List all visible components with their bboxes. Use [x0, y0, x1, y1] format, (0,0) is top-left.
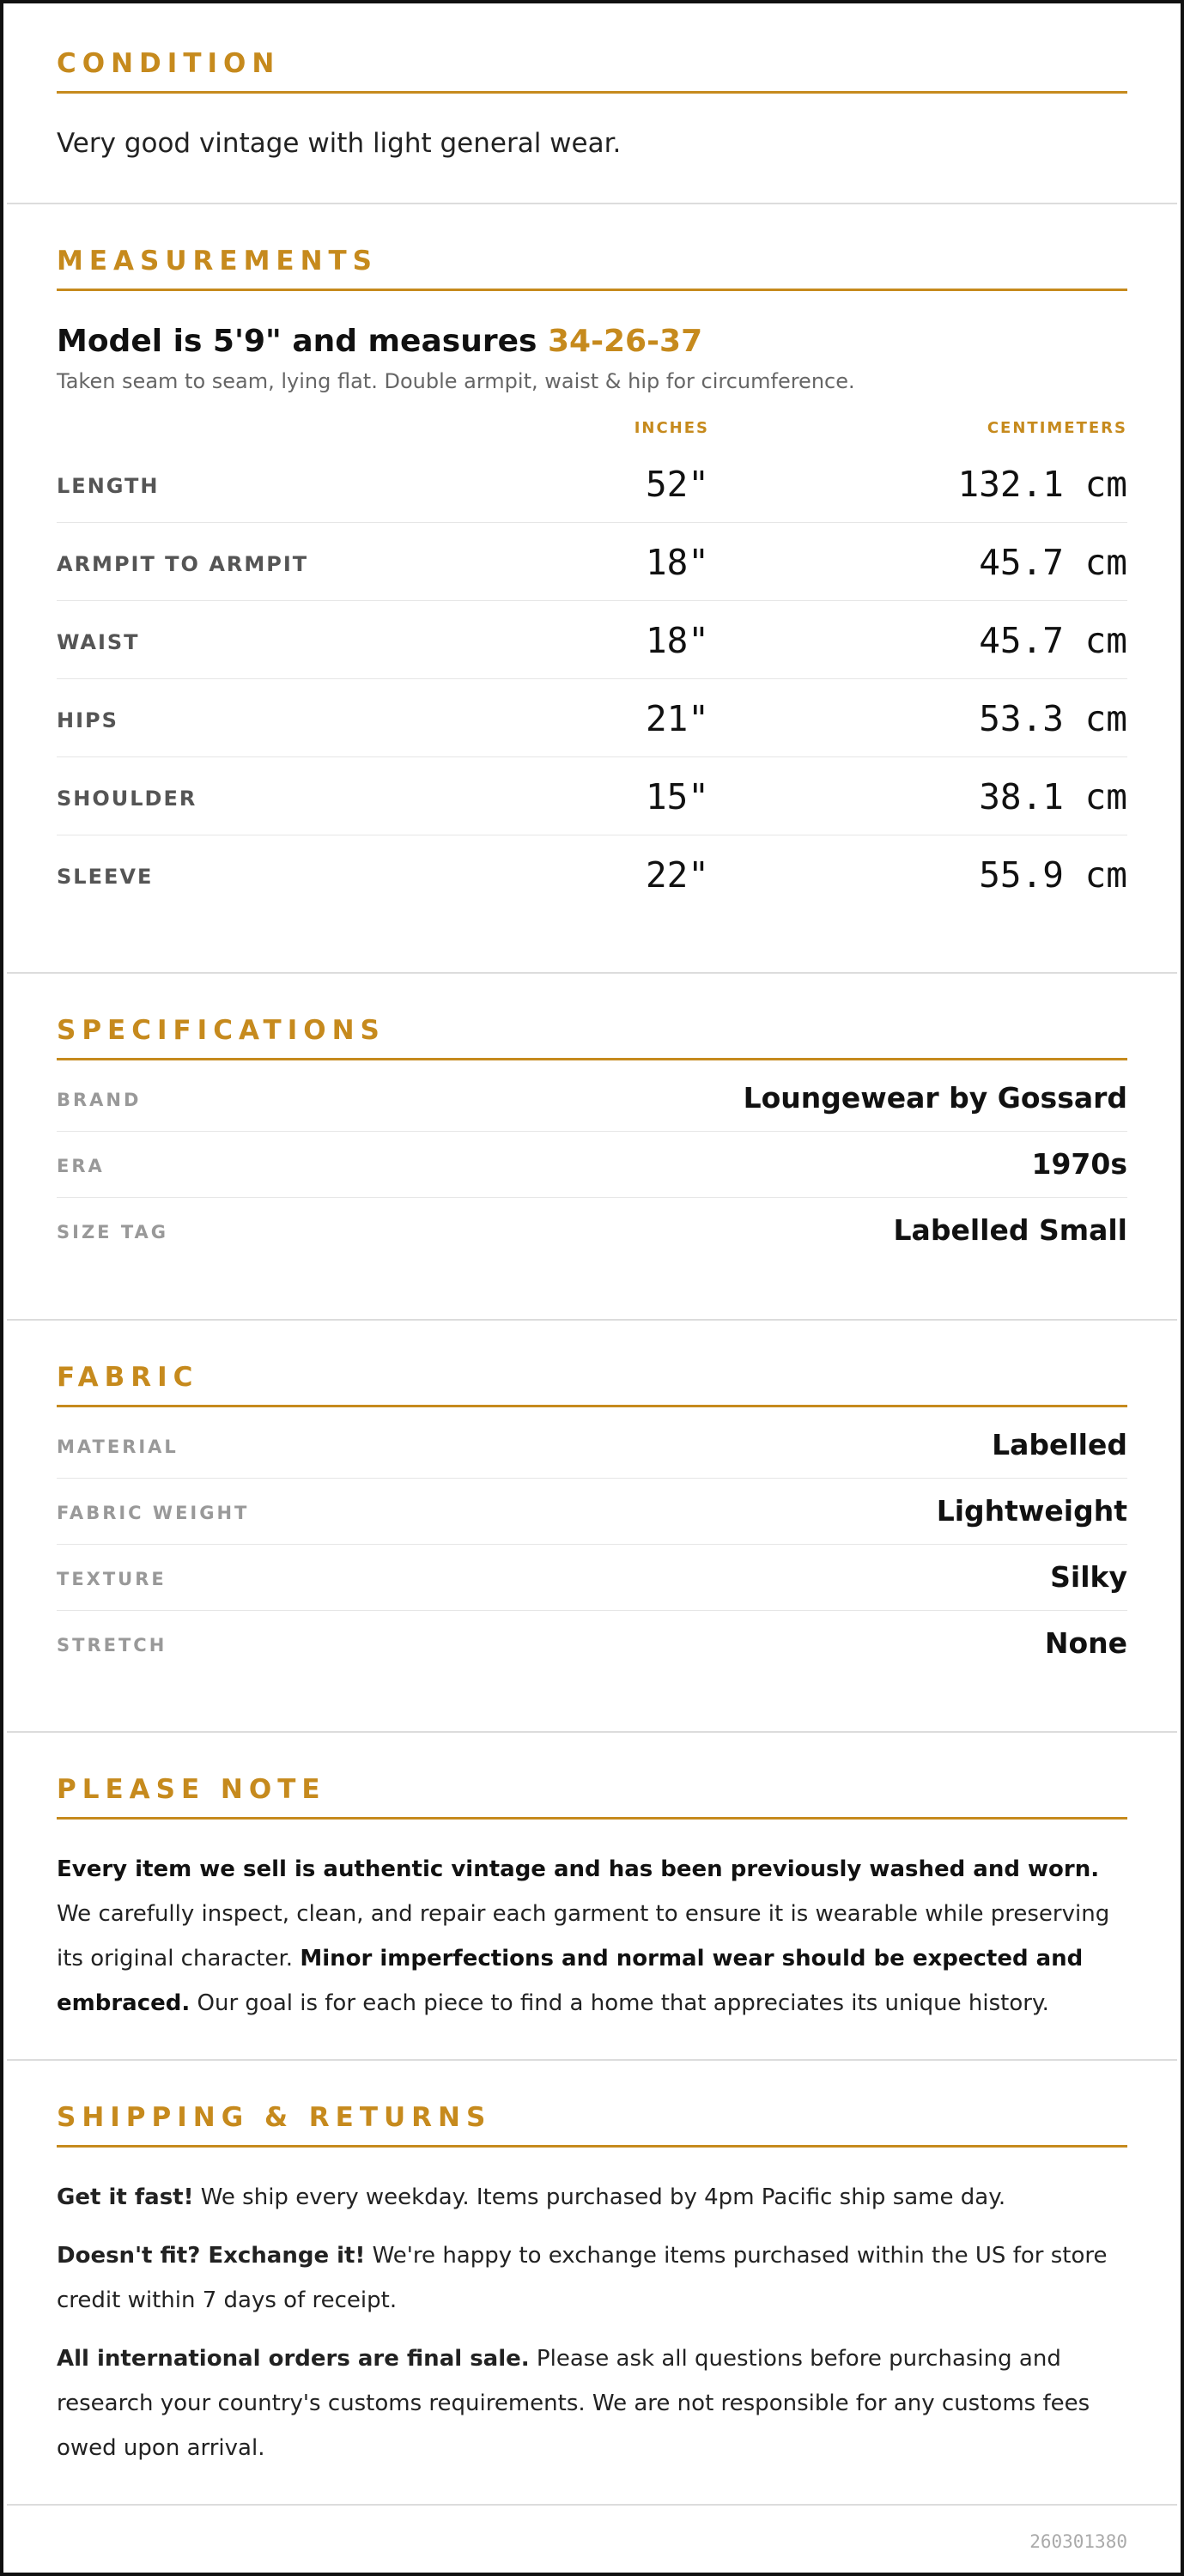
- measurement-row-length: [57, 445, 1127, 523]
- shipping-text-2: We're happy to exchange items purchased within the US for store credit within 7 days of receipt.: [57, 2243, 1108, 2313]
- measurement-row-shoulder: [57, 757, 1127, 835]
- please-note-section: [7, 1774, 1177, 2061]
- measurement-inches: 18": [645, 542, 709, 583]
- centimeters-column-header: CENTIMETERS: [987, 419, 1127, 437]
- fabric-list: [57, 1413, 1127, 1676]
- measurements-table: [57, 445, 1127, 913]
- fabric-value: Silky: [1050, 1560, 1127, 1594]
- fabric-key: TEXTURE: [57, 1569, 167, 1589]
- spec-key: BRAND: [57, 1090, 142, 1110]
- measurement-row-sleeve: [57, 835, 1127, 913]
- shipping-bold-1: Get it fast!: [57, 2184, 194, 2210]
- shipping-returns-section: [7, 2102, 1177, 2506]
- spec-row-brand: [57, 1066, 1127, 1132]
- measurement-inches: 15": [645, 776, 709, 817]
- specifications-heading: SPECIFICATIONS: [57, 1015, 1127, 1060]
- fabric-value: Labelled: [992, 1428, 1127, 1461]
- fabric-key: STRETCH: [57, 1635, 167, 1656]
- shipping-text-1: We ship every weekday. Items purchased by 4pm Pacific ship same day.: [193, 2184, 1006, 2210]
- shipping-heading: SHIPPING & RETURNS: [57, 2102, 1127, 2148]
- measurement-centimeters: 55.9 cm: [979, 854, 1127, 896]
- shipping-text-3: Please ask all questions before purchasing and research your country's customs requirements. We are not responsible for any customs fees owed upon arrival.: [57, 2346, 1090, 2461]
- measurement-row-waist: [57, 601, 1127, 679]
- shipping-paragraph-fast: [57, 2175, 1127, 2220]
- fabric-row-weight: [57, 1479, 1127, 1545]
- measurement-inches: 52": [645, 464, 709, 505]
- measurements-section: [7, 246, 1177, 974]
- measurement-row-hips: [57, 679, 1127, 757]
- measurement-row-armpit: [57, 523, 1127, 601]
- measurement-inches: 22": [645, 854, 709, 896]
- measurement-label: SLEEVE: [57, 865, 154, 889]
- model-measurements: [57, 324, 1127, 359]
- please-note-paragraph: [57, 1847, 1127, 2026]
- measurement-label: SHOULDER: [57, 787, 197, 811]
- note-text-1: We carefully inspect, clean, and repair each garment to ensure it is wearable while preserving its original character.: [57, 1901, 1110, 1971]
- specifications-list: [57, 1066, 1127, 1263]
- shipping-bold-2: Doesn't fit? Exchange it!: [57, 2243, 366, 2269]
- measurements-column-headers: [57, 419, 1127, 445]
- spec-key: ERA: [57, 1156, 105, 1176]
- fabric-key: MATERIAL: [57, 1437, 179, 1457]
- inches-column-header: INCHES: [634, 419, 709, 437]
- spec-value: Loungewear by Gossard: [743, 1081, 1127, 1115]
- spec-row-size-tag: [57, 1198, 1127, 1263]
- please-note-heading: PLEASE NOTE: [57, 1774, 1127, 1820]
- fabric-value: None: [1044, 1626, 1127, 1660]
- fabric-section: [7, 1362, 1177, 1733]
- fabric-key: FABRIC WEIGHT: [57, 1503, 250, 1523]
- condition-section: [7, 48, 1177, 204]
- model-prefix: Model is 5'9" and measures: [57, 324, 548, 359]
- measurements-heading: MEASUREMENTS: [57, 246, 1127, 291]
- fabric-value: Lightweight: [936, 1494, 1127, 1528]
- fabric-row-material: [57, 1413, 1127, 1479]
- measurement-centimeters: 38.1 cm: [979, 776, 1127, 817]
- measurement-label: LENGTH: [57, 474, 160, 498]
- specifications-section: [7, 1015, 1177, 1321]
- measurement-method-note: Taken seam to seam, lying flat. Double armpit, waist & hip for circumference.: [57, 369, 855, 393]
- spec-value: 1970s: [1031, 1147, 1127, 1181]
- model-measure-value: 34-26-37: [547, 324, 703, 359]
- fabric-heading: FABRIC: [57, 1362, 1127, 1407]
- measurement-label: ARMPIT TO ARMPIT: [57, 552, 309, 576]
- measurement-centimeters: 132.1 cm: [957, 464, 1127, 505]
- note-bold-2: Minor imperfections and normal wear should be expected and embraced.: [57, 1946, 1084, 2016]
- measurement-label: WAIST: [57, 630, 140, 654]
- note-text-2: Our goal is for each piece to find a home that appreciates its unique history.: [190, 1990, 1049, 2016]
- shipping-bold-3: All international orders are final sale.: [57, 2346, 530, 2372]
- measurement-inches: 18": [645, 620, 709, 661]
- spec-key: SIZE TAG: [57, 1222, 169, 1242]
- note-bold-1: Every item we sell is authentic vintage and has been previously washed and worn.: [57, 1856, 1100, 1882]
- measurement-inches: 21": [645, 698, 709, 739]
- measurement-label: HIPS: [57, 708, 118, 732]
- measurement-centimeters: 45.7 cm: [979, 620, 1127, 661]
- measurement-centimeters: 45.7 cm: [979, 542, 1127, 583]
- fabric-row-texture: [57, 1545, 1127, 1611]
- spec-row-era: [57, 1132, 1127, 1198]
- shipping-paragraph-exchange: [57, 2233, 1127, 2323]
- condition-text: Very good vintage with light general wear.: [57, 128, 622, 159]
- measurement-centimeters: 53.3 cm: [979, 698, 1127, 739]
- condition-heading: CONDITION: [57, 48, 1127, 94]
- product-id: 260301380: [1029, 2531, 1127, 2552]
- fabric-row-stretch: [57, 1611, 1127, 1676]
- spec-value: Labelled Small: [893, 1213, 1127, 1247]
- shipping-paragraph-international: [57, 2336, 1127, 2470]
